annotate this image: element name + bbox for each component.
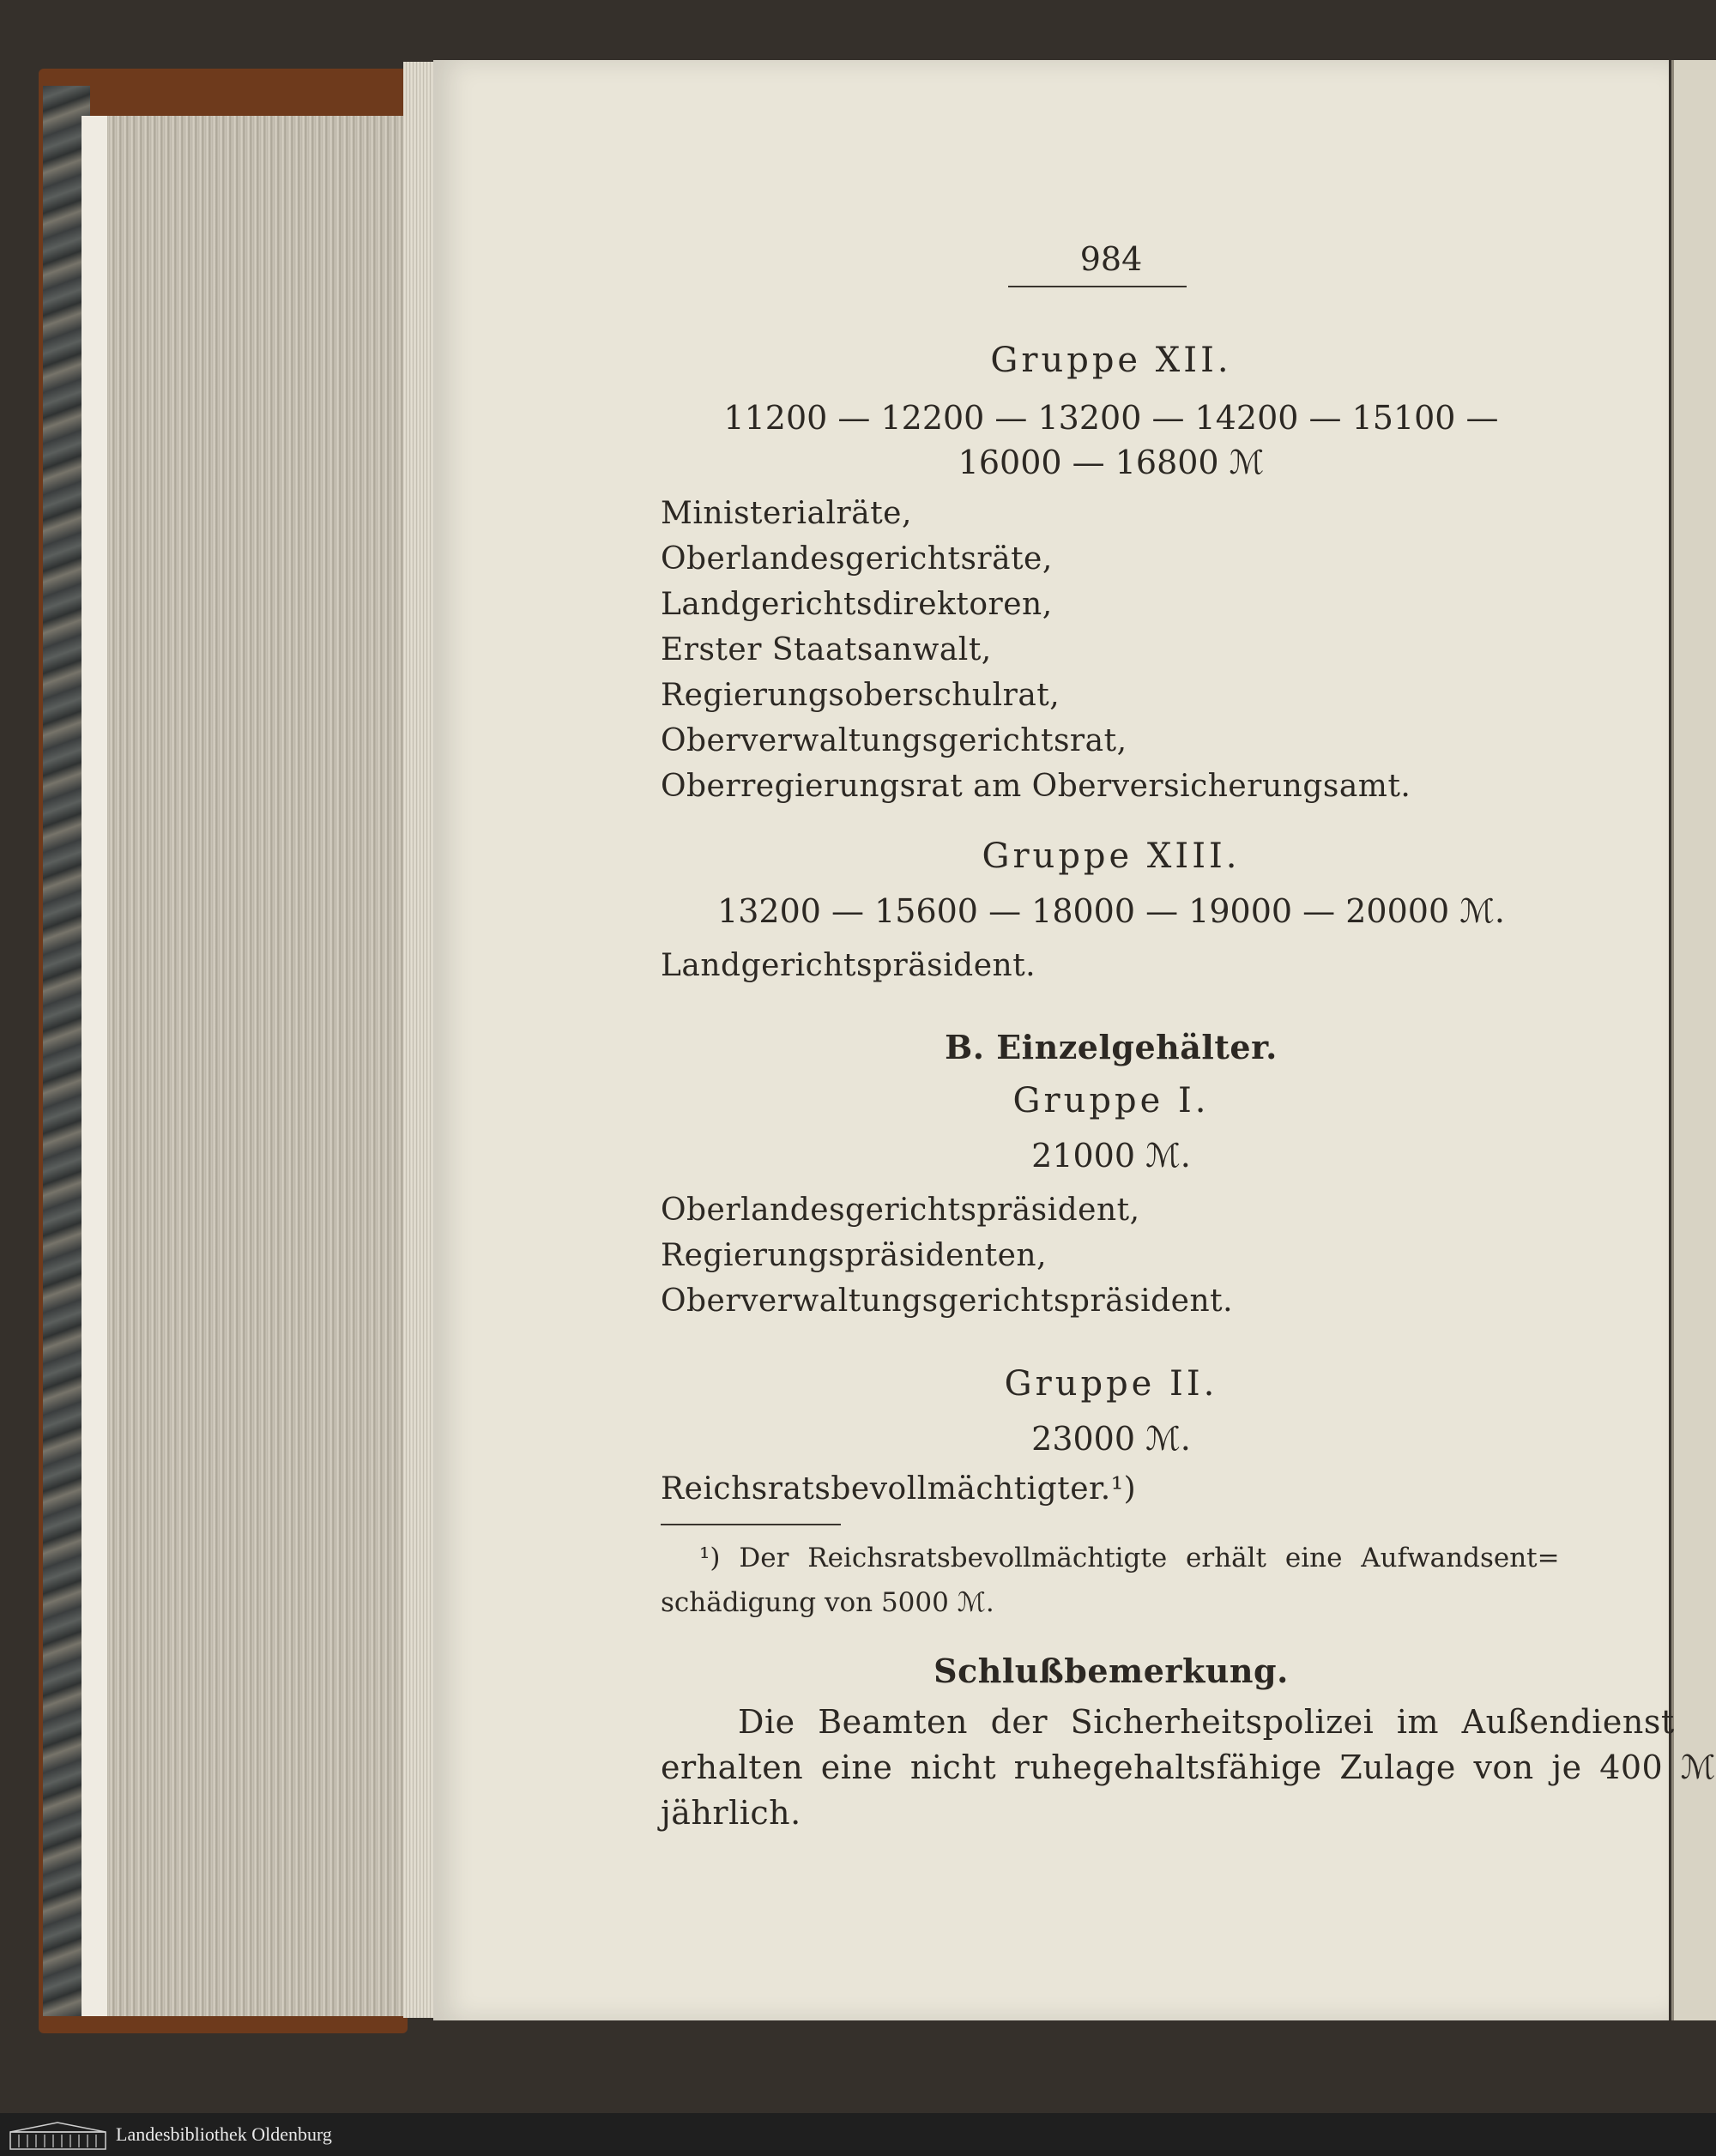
gruppe-xiii-heading: Gruppe XIII. bbox=[982, 836, 1241, 876]
position-item: Oberlandesgerichtspräsident, bbox=[661, 1193, 1140, 1228]
gruppe-i-salary: 21000 ℳ. bbox=[1031, 1137, 1191, 1175]
book-page bbox=[433, 60, 1716, 2020]
page-number-rule bbox=[1008, 286, 1187, 287]
position-item: Oberregierungsrat am Oberversicherungsamt. bbox=[661, 769, 1411, 804]
gruppe-i-heading: Gruppe I. bbox=[1012, 1081, 1210, 1120]
gruppe-ii-heading: Gruppe II. bbox=[1004, 1364, 1218, 1404]
schlussbemerkung-line1: Die Beamten der Sicherheitspolizei im Außendienst bbox=[738, 1703, 1675, 1741]
gruppe-xii-salary-line2: 16000 — 16800 ℳ bbox=[958, 444, 1265, 481]
position-item: Regierungspräsidenten, bbox=[661, 1238, 1048, 1273]
position-item: Regierungsoberschulrat, bbox=[661, 678, 1060, 713]
position-item: Landgerichtspräsident. bbox=[661, 948, 1036, 983]
position-item: Erster Staatsanwalt, bbox=[661, 632, 992, 667]
schlussbemerkung-heading: Schlußbemerkung. bbox=[934, 1652, 1289, 1690]
schlussbemerkung-line3: jährlich. bbox=[661, 1794, 801, 1832]
library-building-icon bbox=[9, 2120, 107, 2151]
footnote-line1: ¹) Der Reichsratsbevollmächtigte erhält eine Aufwandsent= bbox=[699, 1543, 1560, 1573]
gruppe-ii-salary: 23000 ℳ. bbox=[1031, 1420, 1191, 1458]
position-item: Oberverwaltungsgerichtsrat, bbox=[661, 723, 1127, 758]
footnote-line2: schädigung von 5000 ℳ. bbox=[661, 1587, 994, 1618]
position-item: Landgerichtsdirektoren, bbox=[661, 587, 1053, 622]
library-name: Landesbibliothek Oldenburg bbox=[116, 2123, 332, 2145]
page-edge-highlight bbox=[82, 116, 107, 2016]
position-item: Ministerialräte, bbox=[661, 496, 912, 531]
next-page-edge bbox=[1671, 60, 1716, 2020]
schlussbemerkung-line2: erhalten eine nicht ruhegehaltsfähige Zulage von je 400 ℳ bbox=[661, 1748, 1716, 1786]
position-item: Oberlandesgerichtsräte, bbox=[661, 541, 1053, 577]
gruppe-xii-salary-line1: 11200 — 12200 — 13200 — 14200 — 15100 — bbox=[723, 399, 1499, 437]
page-edges bbox=[82, 116, 416, 2016]
footnote-rule bbox=[661, 1524, 841, 1525]
gruppe-xii-heading: Gruppe XII. bbox=[990, 341, 1232, 380]
gruppe-xiii-salary-line: 13200 — 15600 — 18000 — 19000 — 20000 ℳ. bbox=[717, 892, 1505, 930]
page-number: 984 bbox=[1079, 240, 1143, 278]
viewer-footer bbox=[0, 2113, 1716, 2156]
position-item: Oberverwaltungsgerichtspräsident. bbox=[661, 1283, 1234, 1319]
gutter-leaves bbox=[403, 62, 438, 2018]
einzelgehaelter-heading: B. Einzelgehälter. bbox=[945, 1028, 1278, 1066]
position-item: Reichsratsbevollmächtigter.¹) bbox=[661, 1471, 1137, 1507]
